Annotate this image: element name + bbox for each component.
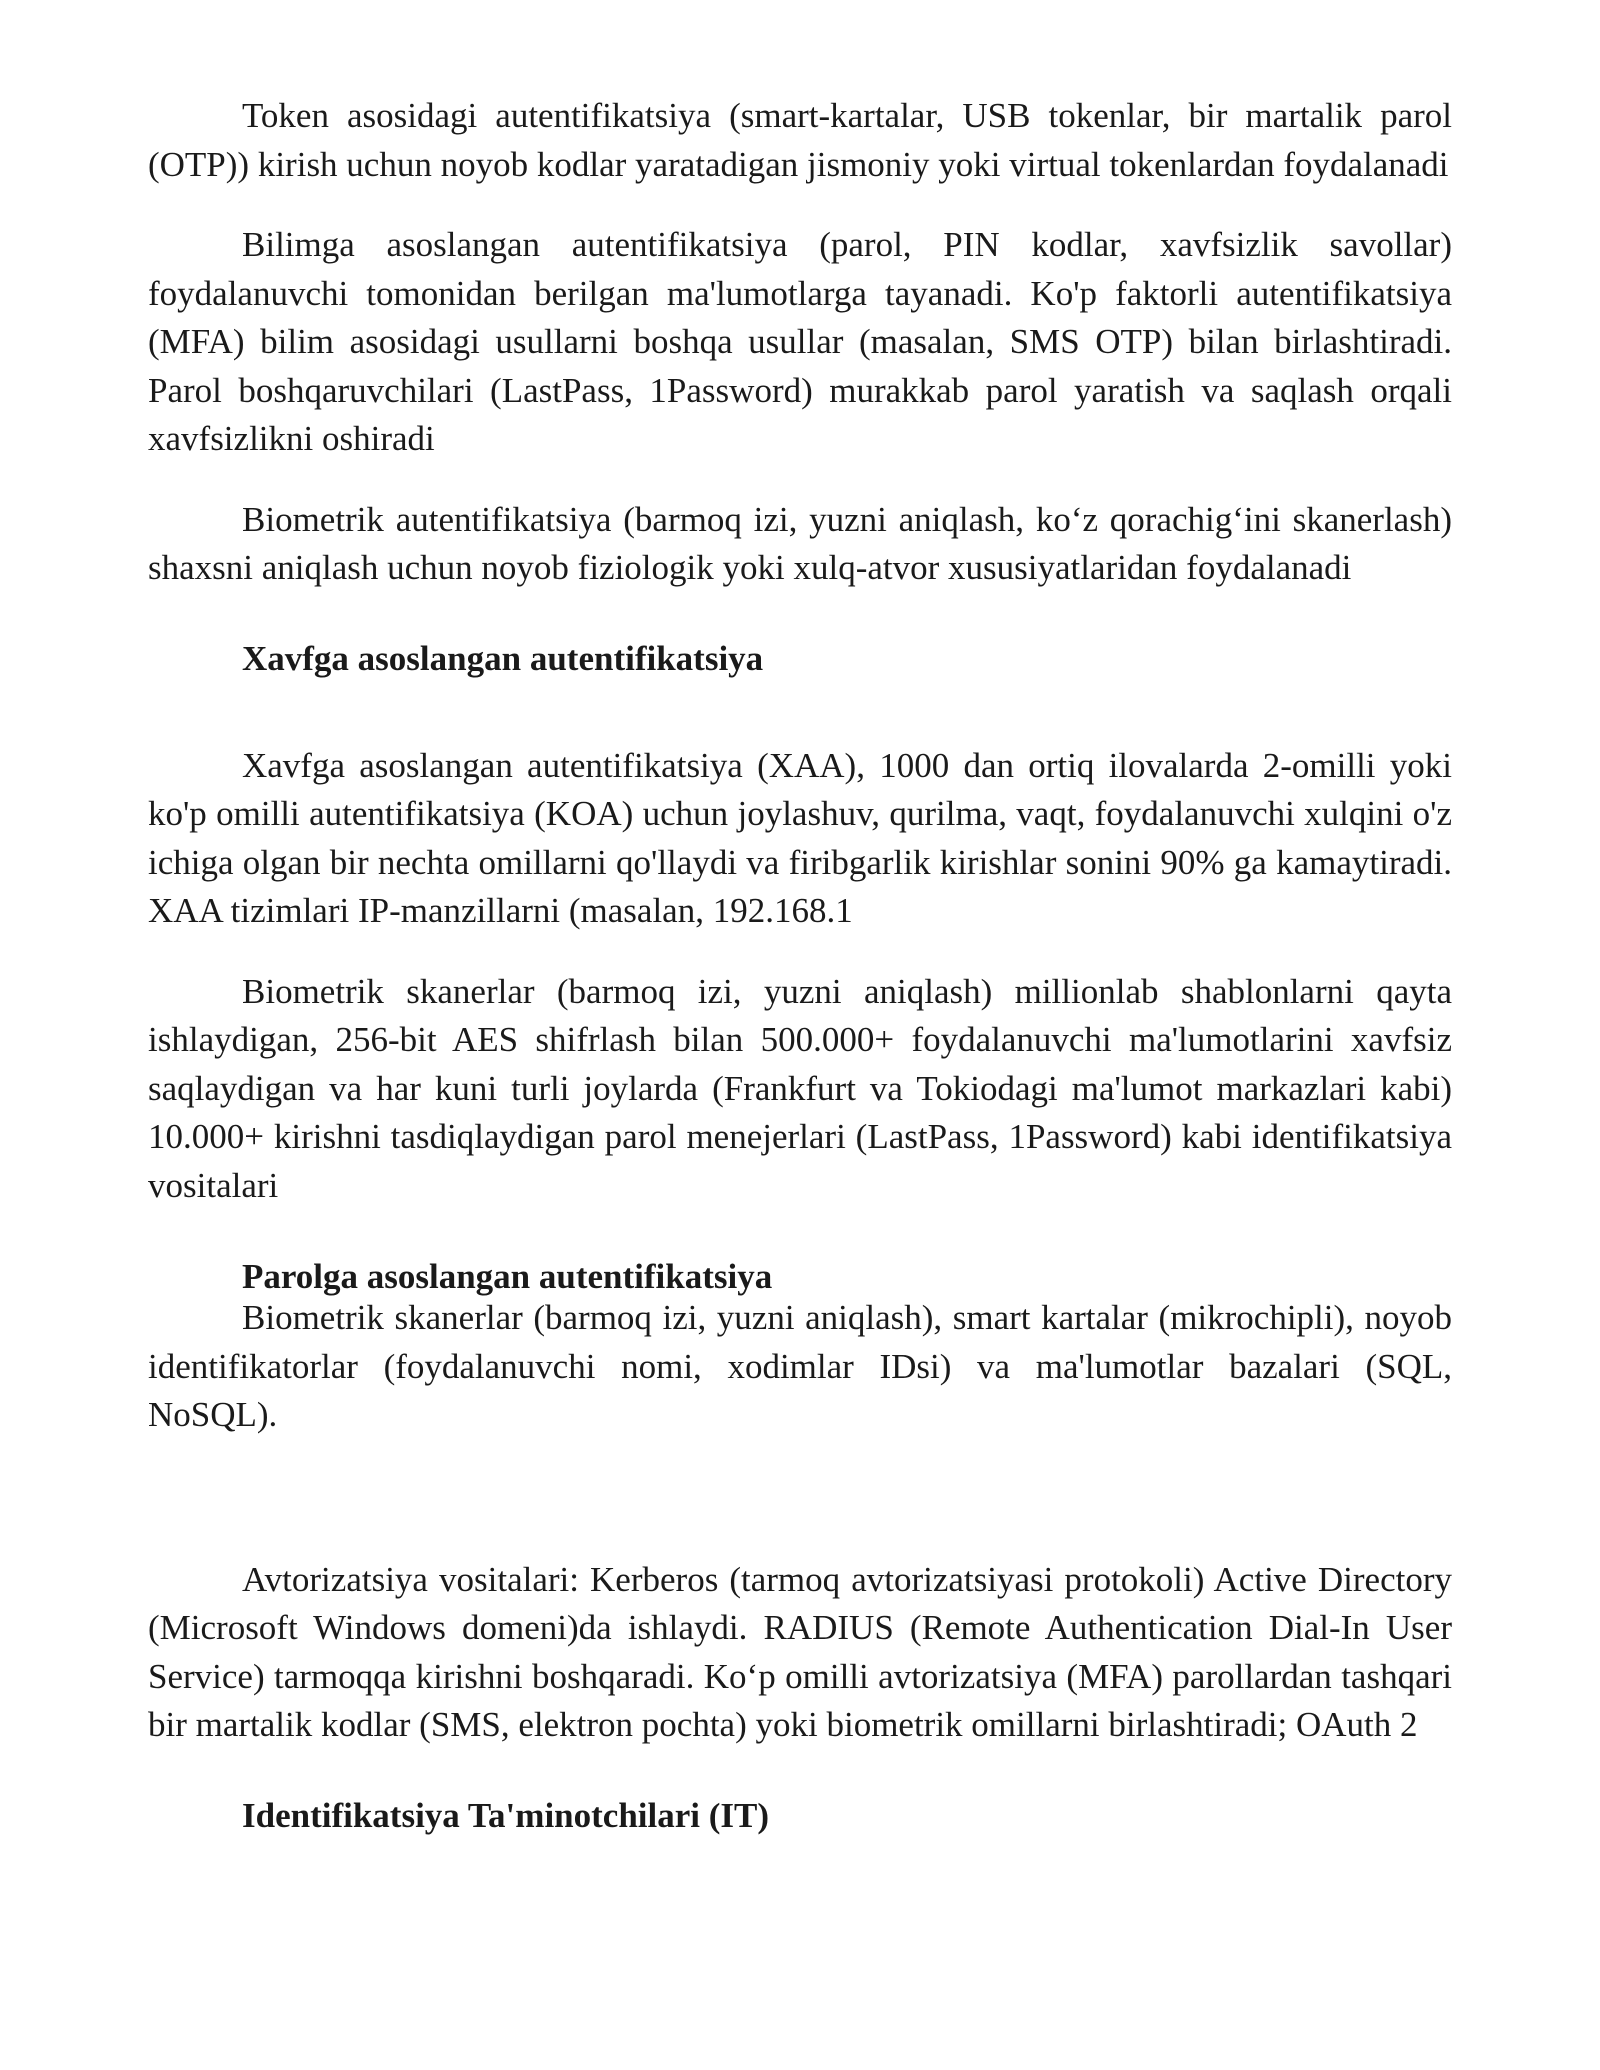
paragraph-token-authentication: Token asosidagi autentifikatsiya (smart-kartalar, USB tokenlar, bir martalik parol (OTP)) kirish uchun noyob kodlar yaratadigan jismoniy yoki virtual tokenlardan foydalanadi <box>148 96 1452 184</box>
document-page <box>148 92 1452 1840</box>
paragraph-authorization-tools: Avtorizatsiya vositalari: Kerberos (tarmoq avtorizatsiyasi protokoli) Active Directory (Microsoft Windows domeni)da ishlaydi. RADIUS (Remote Authentication Dial-In User Service) tarmoqqa kirishni boshqaradi. Ko‘p omilli avtorizatsiya (MFA) parollardan tashqari bir martalik kodlar (SMS, elektron pochta) yoki biometrik omillarni birlashtiradi; OAuth 2 <box>148 1559 1452 1744</box>
paragraph-knowledge-authentication: Bilimga asoslangan autentifikatsiya (parol, PIN kodlar, xavfsizlik savollar) foydalanuvchi tomonidan berilgan ma'lumotlarga tayanadi. Ko'p faktorli autentifikatsiya (MFA) bilim asosidagi usullarni boshqa usullar (masalan, SMS OTP) bilan birlashtiradi. Parol boshqaruvchilari (LastPass, 1Password) murakkab parol yaratish va saqlash orqali xavfsizlikni oshiradi <box>148 225 1452 458</box>
paragraph-biometric-authentication: Biometrik autentifikatsiya (barmoq izi, yuzni aniqlash, ko‘z qorachig‘ini skanerlash) shaxsni aniqlash uchun noyob fiziologik yoki xulq-atvor xususiyatlaridan foydalanadi <box>148 499 1452 587</box>
paragraph-risk-based-authentication: Xavfga asoslangan autentifikatsiya (XAA), 1000 dan ortiq ilovalarda 2-omilli yoki ko'p omilli autentifikatsiya (KOA) uchun joylashuv, qurilma, vaqt, foydalanuvchi xulqini o'z ichiga olgan bir nechta omillarni qo'llaydi va firibgarlik kirishlar sonini 90% ga kamaytiradi. XAA tizimlari IP-manzillarni (masalan, 192.168.1 <box>148 745 1452 930</box>
heading-risk-based-authentication: Xavfga asoslangan autentifikatsiya <box>242 638 764 678</box>
heading-identity-providers: Identifikatsiya Ta'minotchilari (IT) <box>242 1795 770 1835</box>
paragraph-biometric-scanners: Biometrik skanerlar (barmoq izi, yuzni aniqlash) millionlab shablonlarni qayta ishlaydigan, 256-bit AES shifrlash bilan 500.000+ foydalanuvchi ma'lumotlarini xavfsiz saqlaydigan va har kuni turli joylarda (Frankfurt va Tokiodagi ma'lumot markazlari kabi) 10.000+ kirishni tasdiqlaydigan parol menejerlari (LastPass, 1Password) kabi identifikatsiya vositalari <box>148 971 1452 1205</box>
paragraph-identification-tools: Biometrik skanerlar (barmoq izi, yuzni aniqlash), smart kartalar (mikrochipli), noyob identifikatorlar (foydalanuvchi nomi, xodimlar IDsi) va ma'lumotlar bazalari (SQL, NoSQL). <box>148 1298 1452 1434</box>
heading-password-based-authentication: Parolga asoslangan autentifikatsiya <box>242 1257 773 1296</box>
